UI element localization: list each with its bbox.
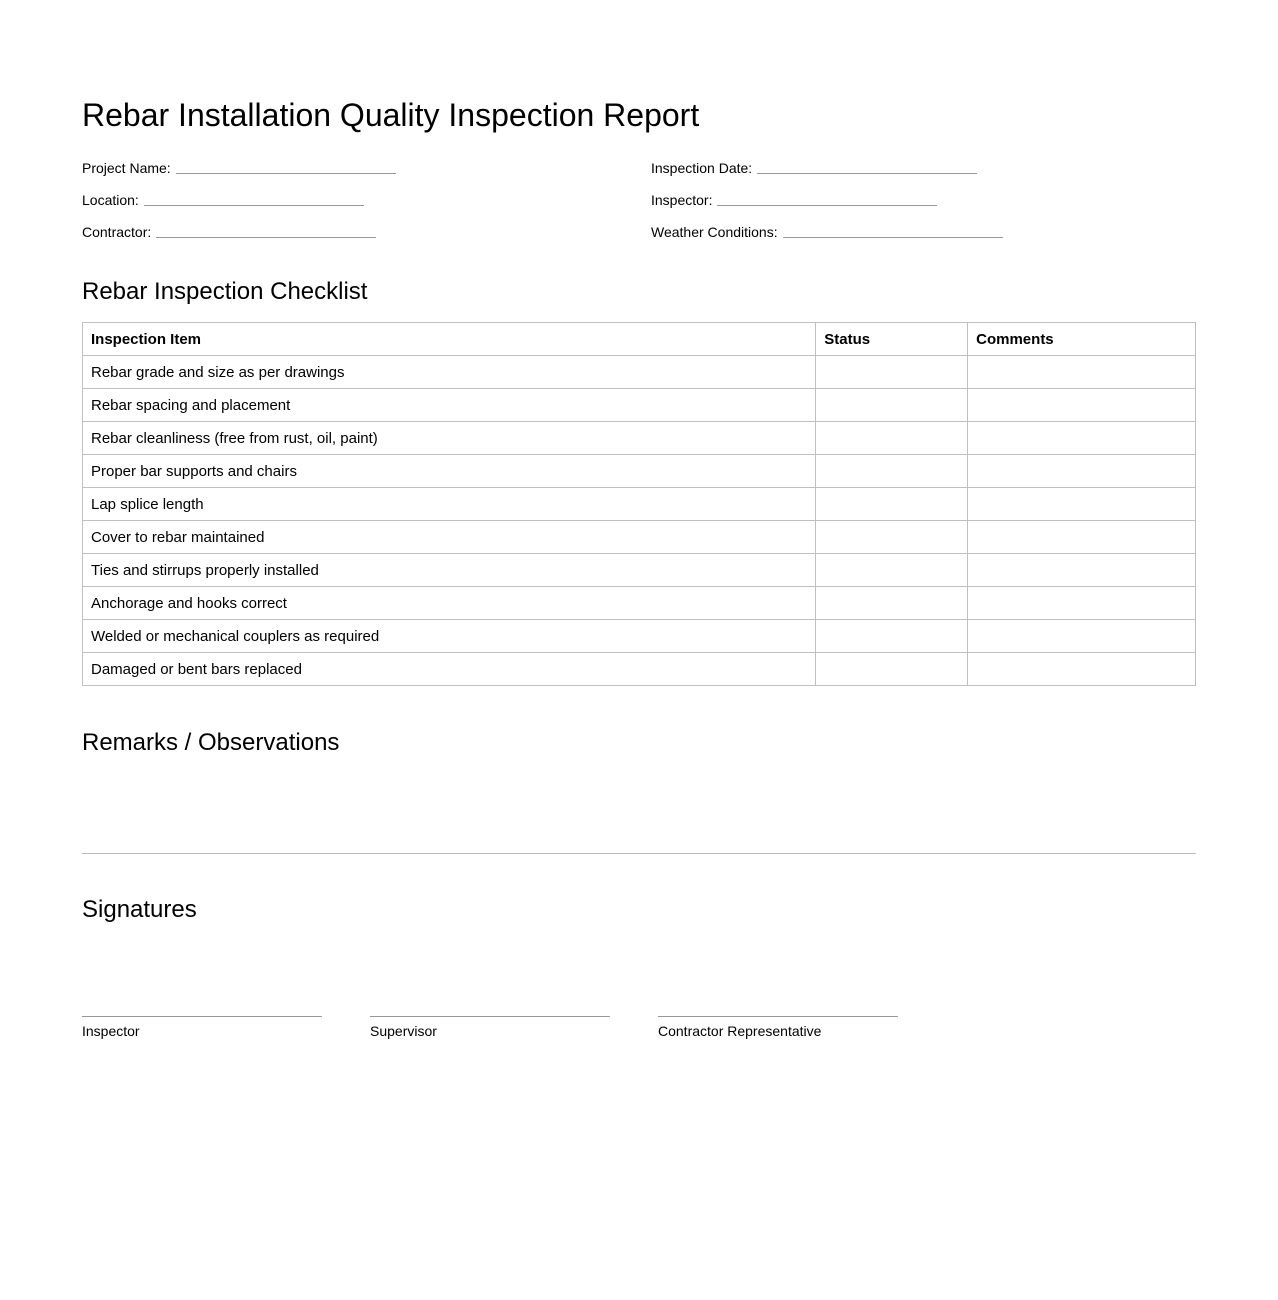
status-cell[interactable] <box>816 455 968 488</box>
table-row <box>83 356 1196 389</box>
comments-cell[interactable] <box>968 422 1196 455</box>
checklist-table <box>82 322 1196 686</box>
location-input-line[interactable] <box>144 205 364 206</box>
column-header-comments: Comments <box>968 323 1196 356</box>
inspection-item-cell: Cover to rebar maintained <box>83 521 816 554</box>
inspection-item-cell: Anchorage and hooks correct <box>83 587 816 620</box>
signature-label: Inspector <box>82 1023 140 1039</box>
inspection-date-field <box>651 160 977 176</box>
table-row <box>83 389 1196 422</box>
inspector-field <box>651 192 937 208</box>
status-cell[interactable] <box>816 356 968 389</box>
comments-cell[interactable] <box>968 587 1196 620</box>
remarks-input-line[interactable] <box>82 853 1196 854</box>
inspection-item-cell: Proper bar supports and chairs <box>83 455 816 488</box>
inspection-item-cell: Ties and stirrups properly installed <box>83 554 816 587</box>
status-cell[interactable] <box>816 521 968 554</box>
table-row <box>83 422 1196 455</box>
column-header-status: Status <box>816 323 968 356</box>
signature-label: Contractor Representative <box>658 1023 822 1039</box>
page-title: Rebar Installation Quality Inspection Report <box>82 97 700 133</box>
inspector-label: Inspector: <box>651 192 713 208</box>
comments-cell[interactable] <box>968 521 1196 554</box>
remarks-heading: Remarks / Observations <box>82 729 340 756</box>
comments-cell[interactable] <box>968 455 1196 488</box>
inspection-item-cell: Lap splice length <box>83 488 816 521</box>
comments-cell[interactable] <box>968 488 1196 521</box>
weather-conditions-field <box>651 224 1003 240</box>
inspection-item-cell: Rebar grade and size as per drawings <box>83 356 816 389</box>
signatures-heading: Signatures <box>82 896 197 923</box>
table-header-row <box>83 323 1196 356</box>
location-field <box>82 192 364 208</box>
status-cell[interactable] <box>816 554 968 587</box>
contractor-label: Contractor: <box>82 224 152 240</box>
table-row <box>83 488 1196 521</box>
status-cell[interactable] <box>816 653 968 686</box>
table-row <box>83 521 1196 554</box>
comments-cell[interactable] <box>968 653 1196 686</box>
comments-cell[interactable] <box>968 356 1196 389</box>
comments-cell[interactable] <box>968 554 1196 587</box>
inspection-item-cell: Welded or mechanical couplers as required <box>83 620 816 653</box>
inspection-item-cell: Damaged or bent bars replaced <box>83 653 816 686</box>
contractor-input-line[interactable] <box>156 237 376 238</box>
project-name-input-line[interactable] <box>176 173 396 174</box>
table-row <box>83 554 1196 587</box>
weather-conditions-input-line[interactable] <box>783 237 1003 238</box>
inspector-input-line[interactable] <box>717 205 937 206</box>
signature-label: Supervisor <box>370 1023 437 1039</box>
inspection-date-input-line[interactable] <box>757 173 977 174</box>
comments-cell[interactable] <box>968 389 1196 422</box>
table-row <box>83 587 1196 620</box>
inspection-item-cell: Rebar spacing and placement <box>83 389 816 422</box>
project-name-field <box>82 160 396 176</box>
status-cell[interactable] <box>816 422 968 455</box>
signature-supervisor[interactable] <box>370 1016 610 1039</box>
status-cell[interactable] <box>816 587 968 620</box>
checklist-heading: Rebar Inspection Checklist <box>82 278 368 305</box>
status-cell[interactable] <box>816 620 968 653</box>
table-row <box>83 653 1196 686</box>
signature-inspector[interactable] <box>82 1016 322 1039</box>
status-cell[interactable] <box>816 389 968 422</box>
weather-conditions-label: Weather Conditions: <box>651 224 778 240</box>
table-row <box>83 455 1196 488</box>
signature-contractor-representative[interactable] <box>658 1016 898 1039</box>
table-row <box>83 620 1196 653</box>
comments-cell[interactable] <box>968 620 1196 653</box>
status-cell[interactable] <box>816 488 968 521</box>
inspection-date-label: Inspection Date: <box>651 160 753 176</box>
location-label: Location: <box>82 192 139 208</box>
contractor-field <box>82 224 376 240</box>
column-header-item: Inspection Item <box>83 323 816 356</box>
project-name-label: Project Name: <box>82 160 171 176</box>
inspection-item-cell: Rebar cleanliness (free from rust, oil, paint) <box>83 422 816 455</box>
